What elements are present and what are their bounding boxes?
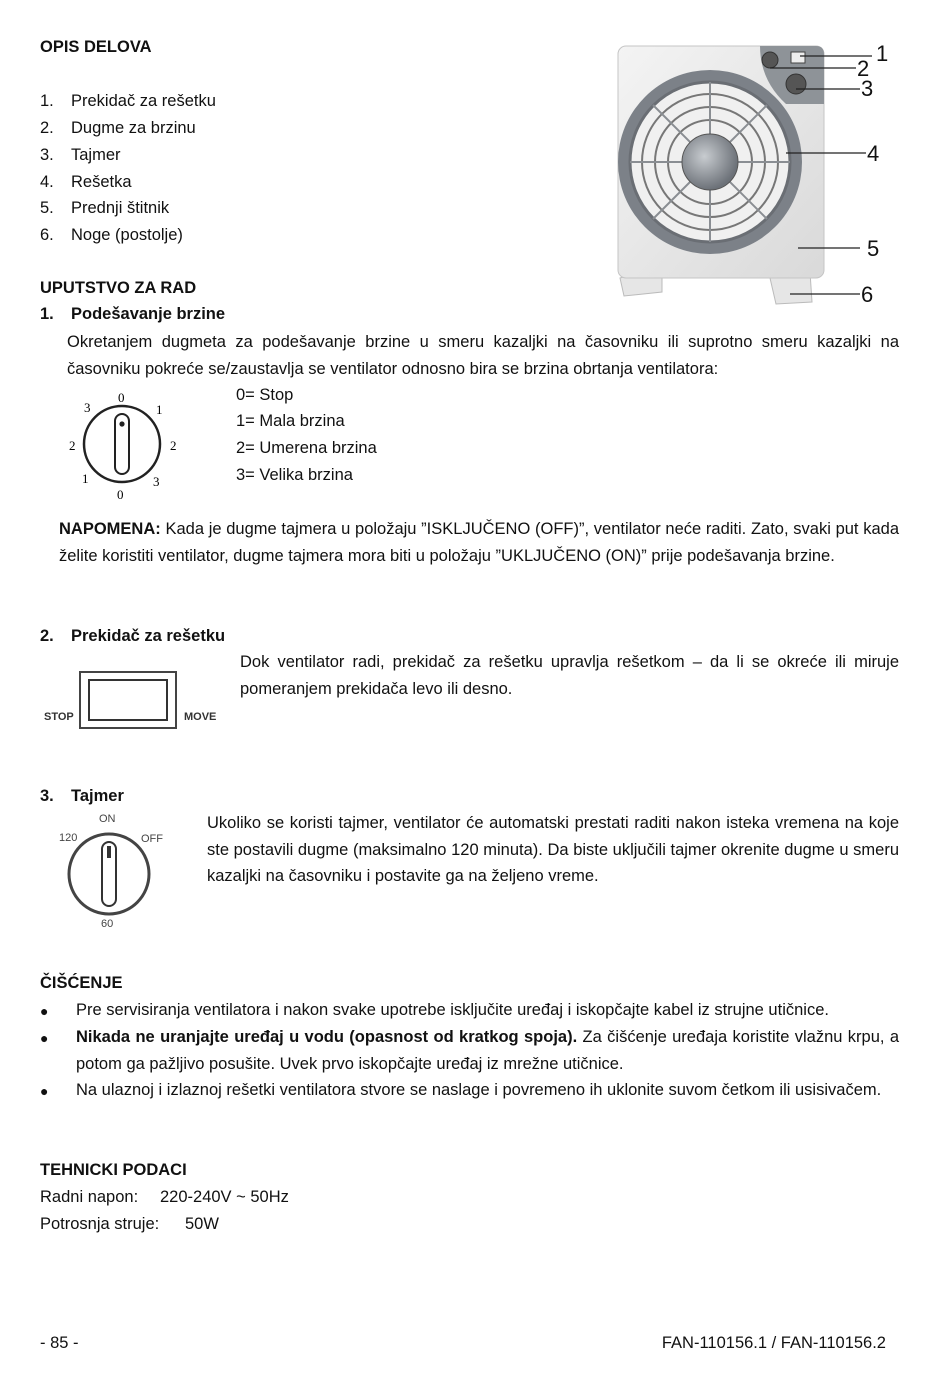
list-item: 3. Tajmer [40,146,121,164]
page-number: - 85 - [40,1334,79,1352]
cleaning-heading: ČIŠĆENJE [40,974,123,992]
callout-1: 1 [876,41,889,66]
operation-heading: UPUTSTVO ZA RAD [40,279,197,297]
bullet-icon: ● [40,1003,49,1019]
speed-title: 1. Podešavanje brzine [40,305,226,323]
cleaning-item-1: Pre servisiranja ventilatora i nakon svake upotrebe isključite uređaj i iskopčajte kabel iz strujne utičnice. [76,1001,829,1019]
list-item: 2= Umerena brzina [236,439,377,457]
list-item: 0= Stop [236,386,294,404]
list-item: 3= Velika brzina [236,466,353,484]
dial-label-top: 0 [118,390,125,405]
speed-text: Okretanjem dugmeta za podešavanje brzine u smeru kazaljki na časovniku ili suprotno smeru kazaljki na časovniku pokreće se/zaustavlja se ventilator odnosno bira se brzina obrtanja ventilatora: [67,333,899,378]
spec-voltage-value: 220-240V ~ 50Hz [160,1188,289,1206]
list-item: 4. Rešetka [40,173,132,191]
bullet-icon: ● [40,1083,49,1099]
spec-power-label: Potrosnja struje: [40,1215,160,1233]
callout-4: 4 [867,141,880,166]
dial-label-top-right: 1 [156,402,163,417]
list-item: 1= Mala brzina [236,412,345,430]
timer-label-off: OFF [141,833,163,845]
model-number: FAN-110156.1 / FAN-110156.2 [661,1334,886,1352]
callout-5: 5 [867,236,880,261]
move-label: MOVE [184,711,217,723]
timer-label-120: 120 [59,832,78,844]
list-item: 1. Prekidač za rešetku [40,92,216,110]
speed-dial [62,386,184,502]
dial-label-left: 2 [69,438,76,453]
callout-6: 6 [861,282,874,307]
dial-label-bottom: 0 [117,487,124,502]
dial-label-top-left: 3 [84,400,91,415]
timer-label-60: 60 [101,918,114,930]
list-item: 5. Prednji štitnik [40,199,170,217]
dial-label-bottom-left: 1 [82,471,89,486]
speed-note: NAPOMENA: Kada je dugme tajmera u položaju ”ISKLJUČENO (OFF)”, ventilator neće raditi. Zato, svaki put kada želite koristiti ventilator, dugme tajmera mora biti u položaju ”UKLJUČENO (ON)” prije podešavanja brzine. [59,520,899,565]
spec-voltage-label: Radni napon: [40,1188,139,1206]
dial-label-right: 2 [170,438,177,453]
cleaning-item-3: Na ulaznoj i izlaznoj rešetki ventilatora stvore se naslage i povremeno ih uklonite suvom četkom ili usisivačem. [76,1081,882,1099]
stop-label: STOP [44,711,74,723]
timer-dial [55,812,175,934]
list-item: 2. Dugme za brzinu [40,119,196,137]
list-item: 6. Noge (postolje) [40,226,183,244]
grill-switch-diagram [42,668,222,732]
spec-power-value: 50W [185,1215,219,1233]
timer-label-on: ON [99,813,116,825]
bullet-icon: ● [40,1030,49,1046]
grill-title: 2. Prekidač za rešetku [40,627,226,645]
cleaning-item-2: Nikada ne uranjajte uređaj u vodu (opasnost od kratkog spoja). Za čišćenje uređaja koristite vlažnu krpu, a potom ga pažljivo posušite. Uvek prvo iskopčajte uređaj iz mrežne utičnice. [76,1028,900,1073]
timer-text: Ukoliko se koristi tajmer, ventilator će automatski prestati raditi nakon isteka vremena na koje ste postavili dugme (maksimalno 120 minuta). Da biste uključili tajmer okrenite dugme u smeru kazaljki na časovniku i postavite ga na željeno vreme. [207,814,899,886]
dial-label-bottom-right: 3 [153,474,160,489]
specs-heading: TEHNICKI PODACI [40,1161,187,1179]
parts-heading: OPIS DELOVA [40,38,152,56]
grill-text: Dok ventilator radi, prekidač za rešetku upravlja rešetkom – da li se okreće ili miruje pomeranjem prekidača levo ili desno. [240,653,899,698]
timer-title: 3. Tajmer [40,787,124,805]
callout-2: 2 [857,56,870,81]
callout-3: 3 [861,76,874,101]
